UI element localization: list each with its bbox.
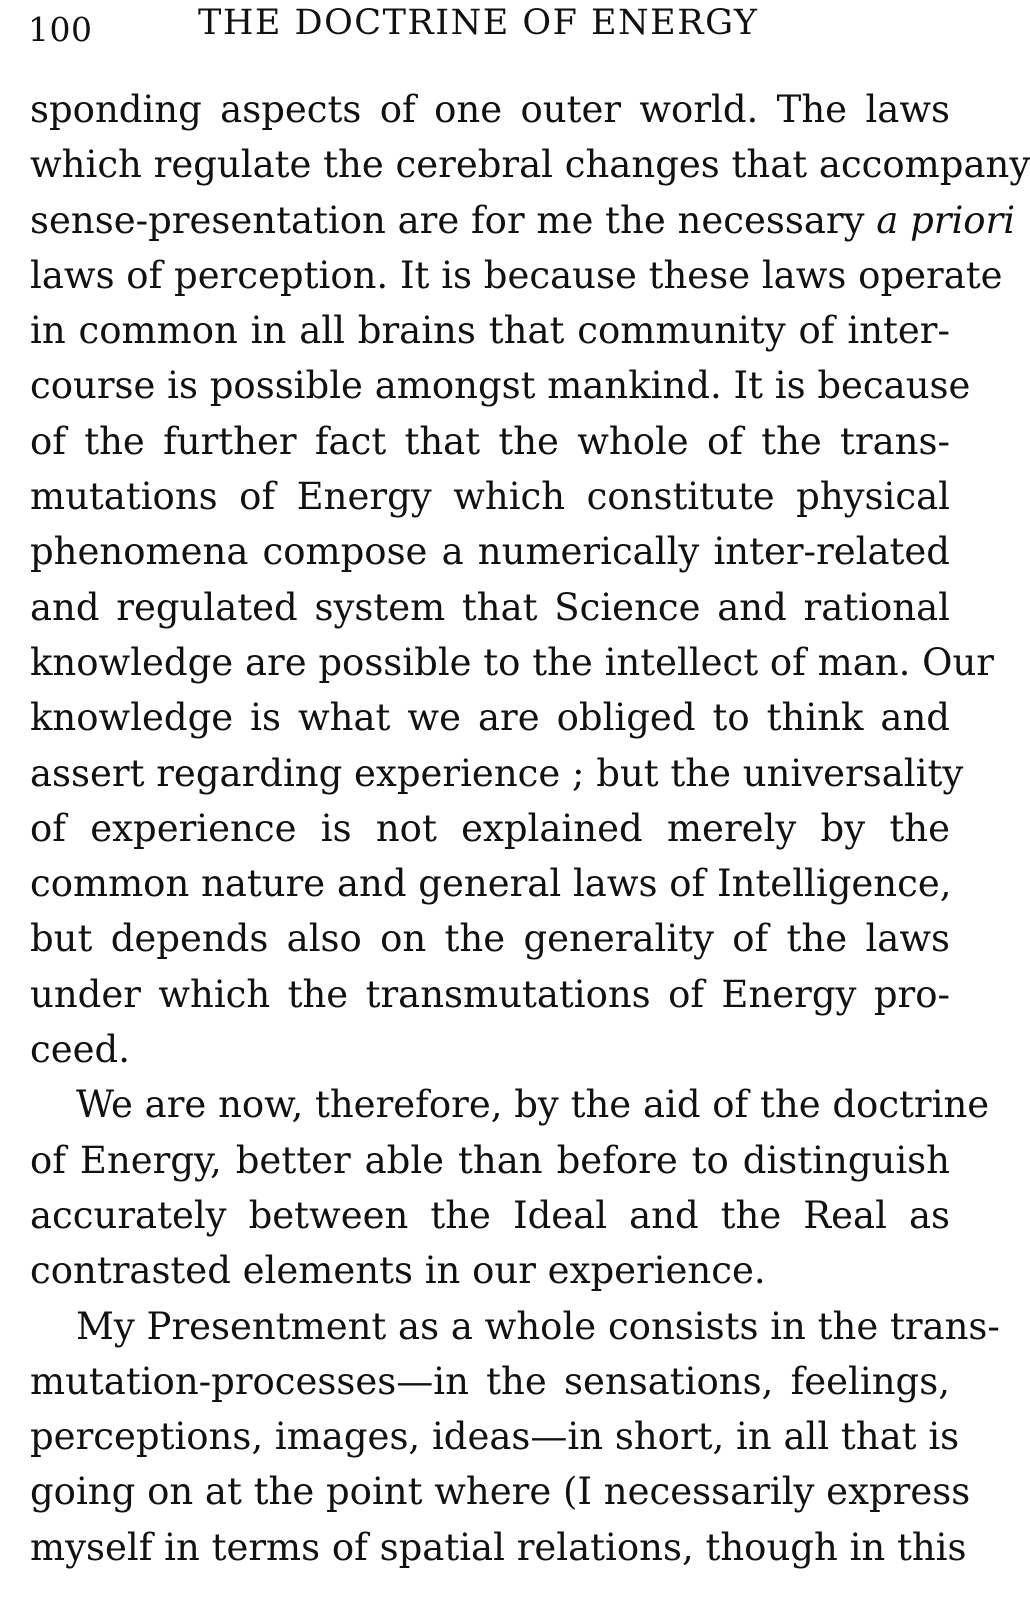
text-line: mutation-processes—in the sensations, feelings, bbox=[30, 1359, 950, 1403]
text-line: myself in terms of spatial relations, though in this bbox=[30, 1525, 967, 1569]
text-line: assert regarding experience ; but the universality bbox=[30, 751, 964, 795]
text-line: ceed. bbox=[30, 1028, 130, 1072]
text-line: laws of perception. It is because these laws operate bbox=[30, 253, 1003, 297]
text-span: sense-presentation are for me the necessary bbox=[30, 198, 865, 242]
text-line: in common in all brains that community of inter- bbox=[30, 309, 950, 353]
text-line: mutations of Energy which constitute physical bbox=[30, 475, 950, 519]
text-line: phenomena compose a numerically inter-related bbox=[30, 530, 950, 574]
text-line: and regulated system that Science and rational bbox=[30, 585, 950, 629]
text-line: of Energy, better able than before to distinguish bbox=[30, 1138, 950, 1182]
text-line: course is possible amongst mankind. It is because bbox=[30, 364, 971, 408]
running-head bbox=[28, 2, 978, 54]
body-text bbox=[30, 82, 1030, 1575]
text-line: sponding aspects of one outer world. The laws bbox=[30, 88, 950, 131]
italic-phrase: a priori bbox=[876, 198, 1016, 242]
text-line: of experience is not explained merely by the bbox=[30, 806, 950, 850]
text-line: perceptions, images, ideas—in short, in all that is bbox=[30, 1415, 960, 1459]
page-number: 100 bbox=[28, 10, 93, 49]
text-line: contrasted elements in our experience. bbox=[30, 1249, 766, 1293]
text-line: of the further fact that the whole of the trans- bbox=[30, 419, 950, 463]
text-line: knowledge is what we are obliged to think and bbox=[30, 696, 950, 740]
paragraph-first-line: My Presentment as a whole consists in the trans- bbox=[76, 1304, 1000, 1348]
text-line: but depends also on the generality of the laws bbox=[30, 917, 950, 961]
text-line: common nature and general laws of Intelligence, bbox=[30, 862, 952, 906]
text-line: under which the transmutations of Energy pro- bbox=[30, 972, 950, 1016]
text-line: knowledge are possible to the intellect of man. Our bbox=[30, 640, 994, 684]
paragraph-first-line: We are now, therefore, by the aid of the doctrine bbox=[76, 1083, 990, 1127]
text-line: accurately between the Ideal and the Real as bbox=[30, 1193, 950, 1237]
running-title: THE DOCTRINE OF ENERGY bbox=[198, 3, 759, 43]
text-line: going on at the point where (I necessarily express bbox=[30, 1470, 971, 1514]
text-line: which regulate the cerebral changes that accompany bbox=[30, 143, 1030, 187]
text-line-with-italic bbox=[30, 193, 1016, 248]
